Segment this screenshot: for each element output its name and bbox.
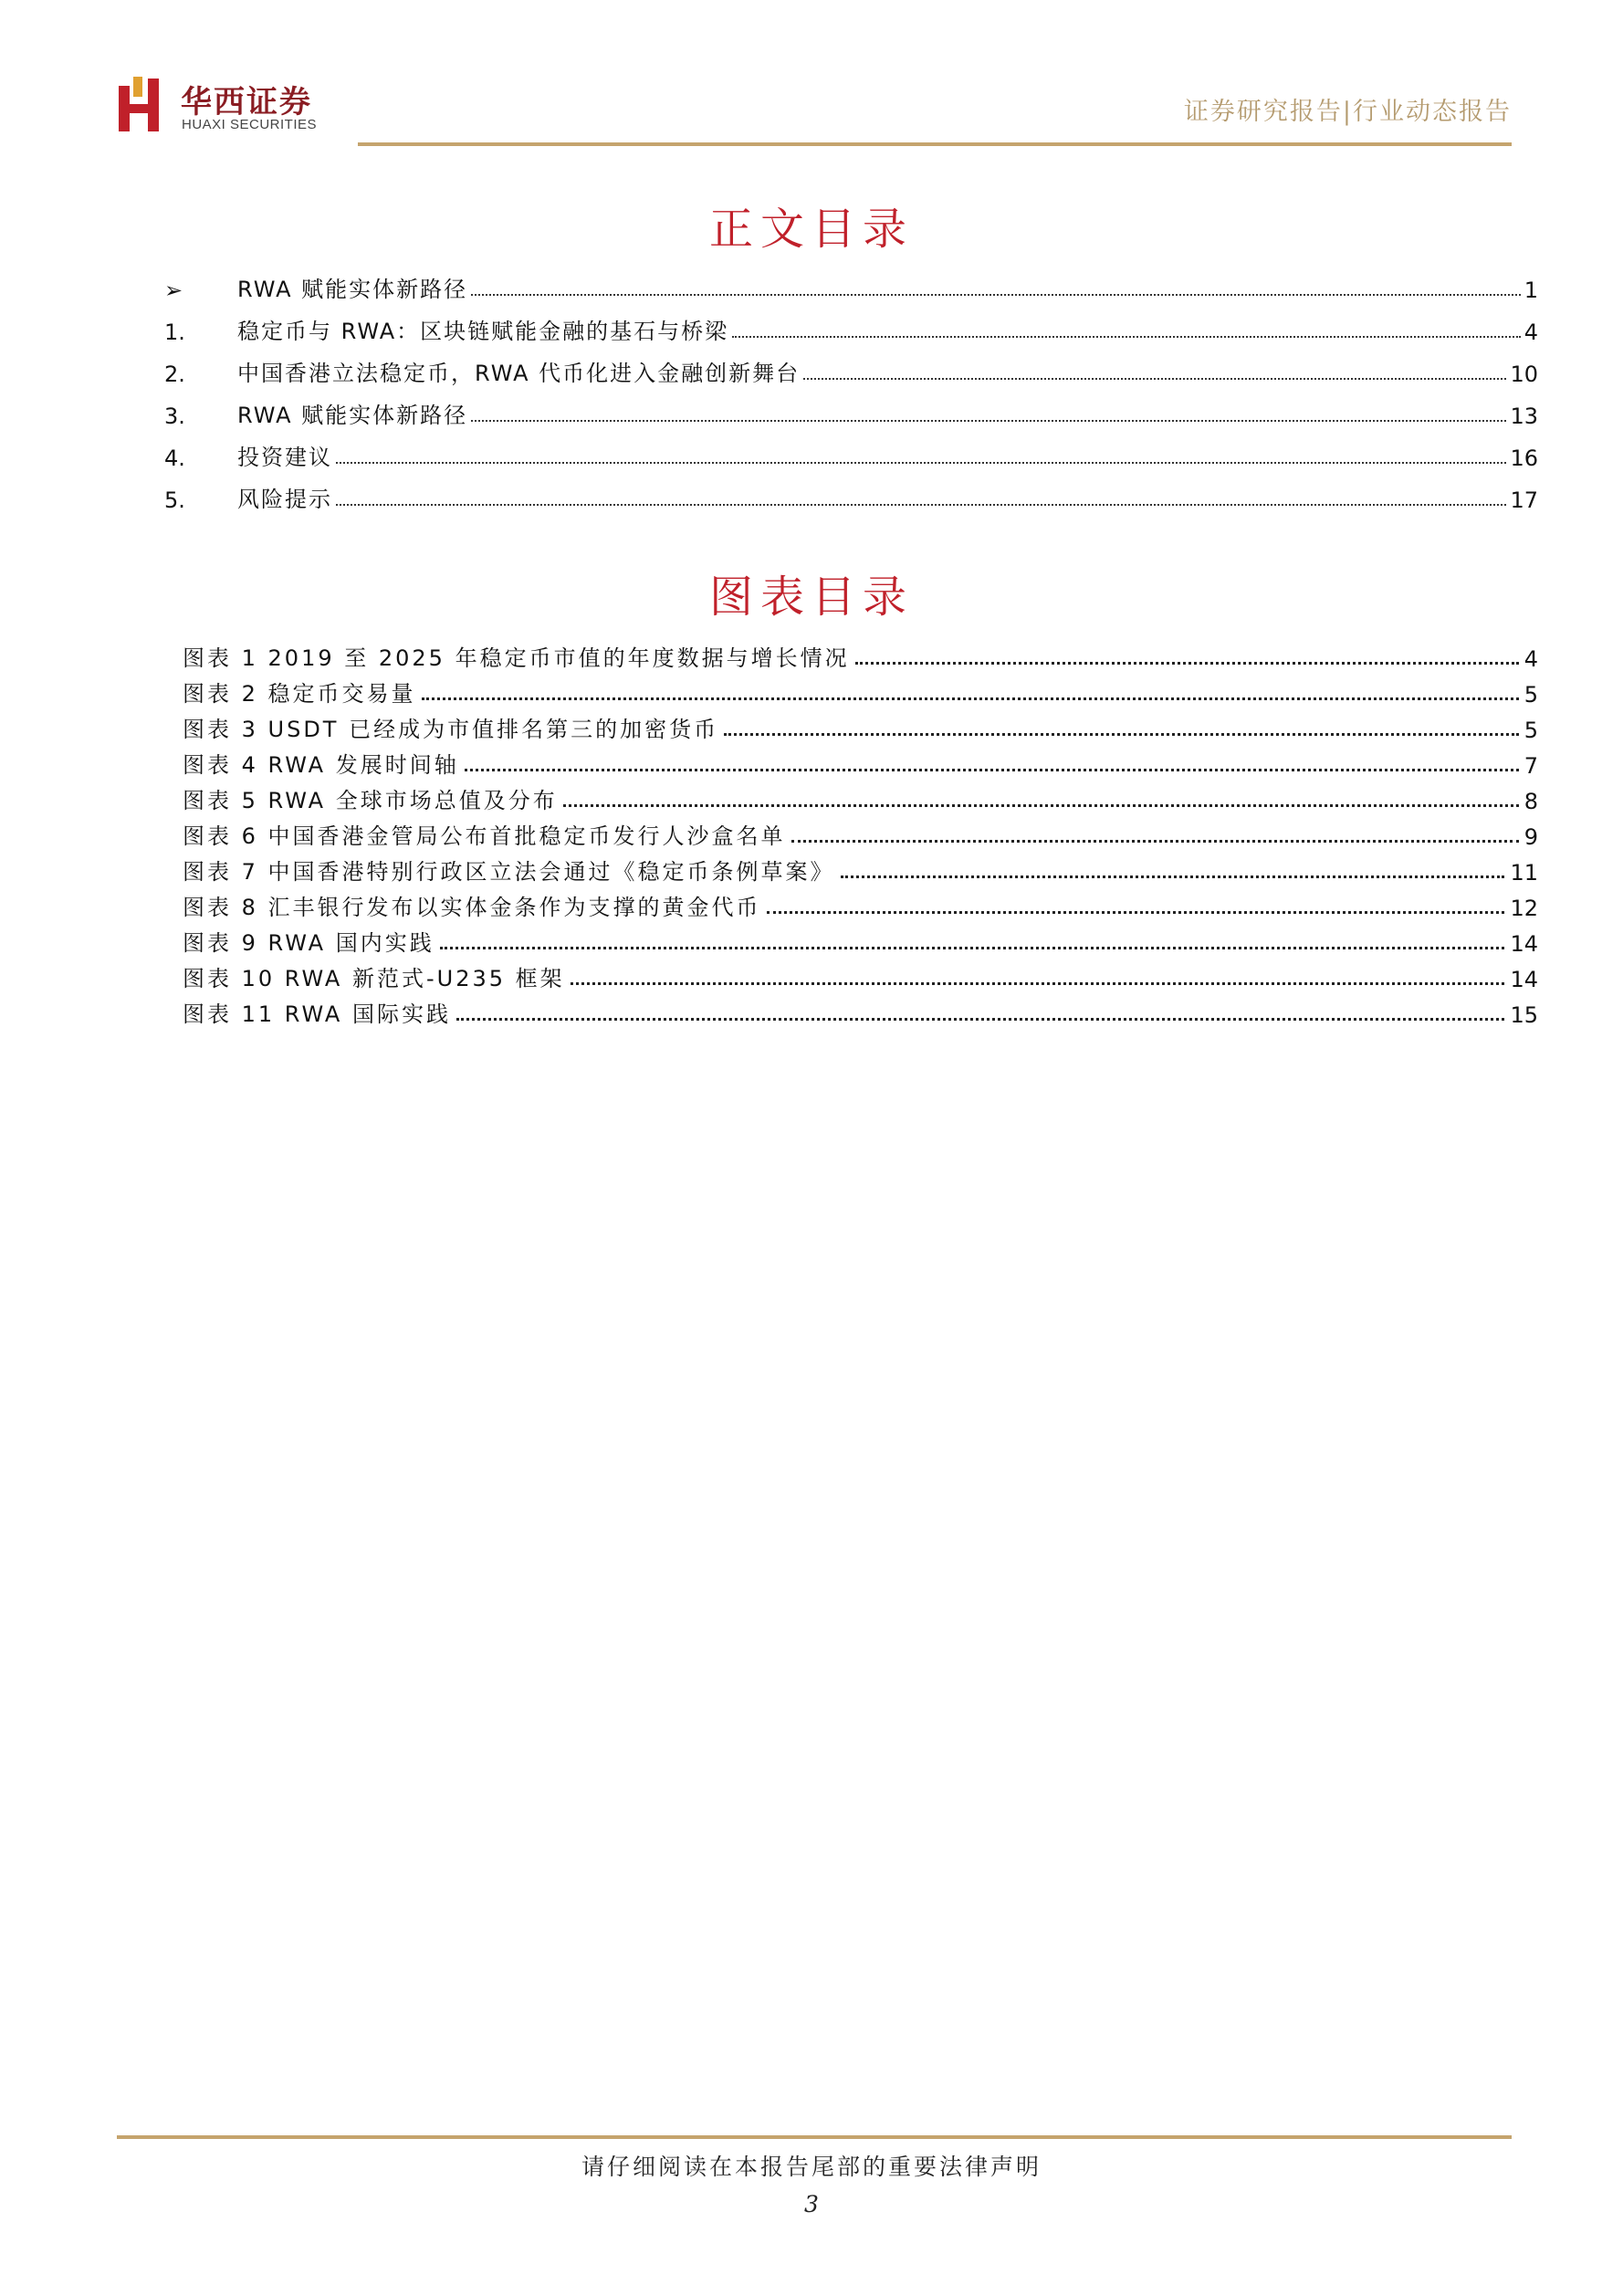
figure-item-page: 7 — [1524, 753, 1538, 779]
figure-list-item[interactable] — [183, 959, 1538, 992]
toc-item-text: 风险提示 — [237, 487, 332, 512]
leader-dots — [563, 804, 1519, 807]
header-rule — [358, 142, 1512, 146]
figure-item-page: 14 — [1510, 931, 1538, 957]
toc-item-bullet: ➢ — [164, 278, 183, 303]
leader-dots — [465, 769, 1519, 771]
figure-item-text: 图表 6 中国香港金管局公布首批稳定币发行人沙盒名单 — [183, 823, 786, 849]
toc-item[interactable] — [164, 309, 1538, 345]
leader-dots — [336, 504, 1506, 506]
figure-item-text: 图表 7 中国香港特别行政区立法会通过《稳定币条例草案》 — [183, 859, 835, 885]
toc-item-number: 4. — [164, 446, 185, 471]
footer-rule — [117, 2135, 1512, 2139]
figure-item-page: 15 — [1510, 1002, 1538, 1028]
figure-item-text: 图表 11 RWA 国际实践 — [183, 1001, 451, 1027]
toc-item-text: 中国香港立法稳定币，RWA 代币化进入金融创新舞台 — [237, 361, 801, 386]
figure-item-text: 图表 8 汇丰银行发布以实体金条作为支撑的黄金代币 — [183, 895, 761, 920]
leader-dots — [767, 911, 1505, 914]
figure-item-text: 图表 9 RWA 国内实践 — [183, 930, 435, 956]
toc-item-page: 1 — [1524, 278, 1538, 303]
figure-item-page: 5 — [1524, 682, 1538, 708]
figure-item-page: 8 — [1524, 789, 1538, 814]
figure-item-page: 5 — [1524, 718, 1538, 743]
toc-item[interactable] — [164, 477, 1538, 513]
toc-item-number: 3. — [164, 404, 185, 429]
figure-list-item[interactable] — [183, 746, 1538, 779]
figure-list-item[interactable] — [183, 639, 1538, 672]
figure-list-item[interactable] — [183, 710, 1538, 743]
report-type: 证券研究报告|行业动态报告 — [1183, 98, 1512, 126]
leader-dots — [791, 840, 1519, 843]
figure-list-item[interactable] — [183, 995, 1538, 1028]
figure-item-page: 12 — [1510, 896, 1538, 921]
leader-dots — [855, 662, 1519, 665]
figure-list-item[interactable] — [183, 781, 1538, 814]
leader-dots — [803, 378, 1506, 380]
leader-dots — [732, 336, 1521, 338]
leader-dots — [471, 294, 1521, 296]
leader-dots — [422, 697, 1519, 700]
logo-text-en: HUAXI SECURITIES — [182, 117, 318, 132]
toc-item[interactable] — [164, 267, 1538, 303]
toc-item[interactable] — [164, 393, 1538, 429]
toc-item-text: RWA 赋能实体新路径 — [237, 403, 468, 428]
toc-item-number: 1. — [164, 320, 185, 345]
toc-item-page: 13 — [1510, 404, 1538, 429]
leader-dots — [456, 1018, 1504, 1021]
huaxi-logo-icon — [117, 77, 168, 135]
toc-item-number: 2. — [164, 362, 185, 387]
figure-list-item[interactable] — [183, 817, 1538, 850]
figure-item-text: 图表 10 RWA 新范式-U235 框架 — [183, 966, 565, 991]
figure-list-item[interactable] — [183, 675, 1538, 708]
logo-text-cn: 华西证券 — [181, 84, 312, 121]
toc-item-number: 5. — [164, 488, 185, 513]
figure-item-page: 4 — [1524, 646, 1538, 672]
figure-item-page: 11 — [1510, 860, 1538, 886]
toc-title: 正文目录 — [708, 204, 914, 255]
figure-list-item[interactable] — [183, 924, 1538, 957]
figure-item-page: 14 — [1510, 967, 1538, 992]
leader-dots — [841, 875, 1505, 878]
figure-item-text: 图表 1 2019 至 2025 年稳定币市值的年度数据与增长情况 — [183, 645, 850, 671]
figure-item-text: 图表 5 RWA 全球市场总值及分布 — [183, 788, 558, 813]
leader-dots — [336, 462, 1506, 464]
company-logo — [117, 73, 354, 142]
figure-list-item[interactable] — [183, 853, 1538, 886]
figure-item-text: 图表 3 USDT 已经成为市值排名第三的加密货币 — [183, 717, 719, 742]
legal-notice: 请仔细阅读在本报告尾部的重要法律声明 — [581, 2154, 1042, 2180]
leader-dots — [440, 947, 1505, 949]
figure-item-page: 9 — [1524, 824, 1538, 850]
leader-dots — [571, 982, 1505, 985]
toc-item[interactable] — [164, 435, 1538, 471]
figure-list-item[interactable] — [183, 888, 1538, 921]
figure-item-text: 图表 2 稳定币交易量 — [183, 681, 416, 707]
toc-item-text: 稳定币与 RWA：区块链赋能金融的基石与桥梁 — [237, 319, 729, 344]
toc-item-page: 17 — [1510, 488, 1538, 513]
page-number: 3 — [804, 2191, 819, 2217]
leader-dots — [724, 733, 1519, 736]
toc-item-text: RWA 赋能实体新路径 — [237, 277, 468, 302]
toc-item[interactable] — [164, 351, 1538, 387]
toc-item-page: 16 — [1510, 446, 1538, 471]
toc-item-text: 投资建议 — [237, 445, 332, 470]
toc-item-page: 10 — [1510, 362, 1538, 387]
figure-item-text: 图表 4 RWA 发展时间轴 — [183, 752, 459, 778]
figure-list-title: 图表目录 — [708, 571, 914, 623]
leader-dots — [471, 420, 1506, 422]
toc-item-page: 4 — [1524, 320, 1538, 345]
